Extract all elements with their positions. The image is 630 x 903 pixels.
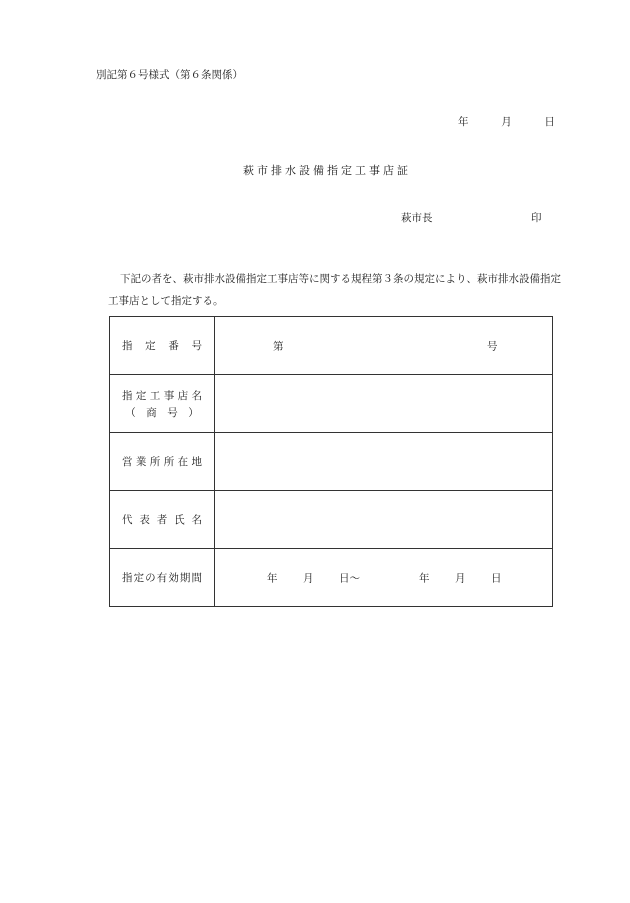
value-validity-period[interactable] <box>215 549 553 607</box>
label-office-address: 営業所所在地 <box>110 433 215 491</box>
table-row <box>110 549 553 607</box>
issuer-name: 萩市長 <box>401 212 433 224</box>
table-row <box>110 375 553 433</box>
value-representative[interactable] <box>215 491 553 549</box>
table-row <box>110 317 553 375</box>
issue-date <box>458 114 555 129</box>
date-year: 年 <box>458 116 469 128</box>
label-trade-name: （ 商 号 ） <box>125 406 199 419</box>
label-representative: 代 表 者 氏 名 <box>110 491 215 549</box>
document-title: 萩市排水設備指定工事店証 <box>243 164 411 177</box>
value-designation-number[interactable] <box>215 317 553 375</box>
value-shop-name[interactable] <box>215 375 553 433</box>
form-number: 別記第６号様式（第６条関係） <box>96 69 243 81</box>
certificate-table <box>109 316 553 607</box>
date-day: 日 <box>544 116 555 128</box>
number-suffix: 号 <box>487 340 498 352</box>
date-month: 月 <box>501 116 512 128</box>
body-text: 下記の者を、萩市排水設備指定工事店等に関する規程第３条の規定により、萩市排水設備指定工事店として指定する。 <box>108 273 561 307</box>
value-office-address[interactable] <box>215 433 553 491</box>
period-month-start: 月 <box>303 572 314 584</box>
label-shop-name: 指定工事店名 （ 商 号 ） <box>110 375 215 433</box>
period-day-end: 日 <box>491 572 502 584</box>
seal-mark: 印 <box>531 212 542 224</box>
table-row <box>110 491 553 549</box>
label-designation-number: 指 定 番 号 <box>110 317 215 375</box>
period-day-start: 日〜 <box>339 572 360 584</box>
period-year-start: 年 <box>267 572 278 584</box>
label-validity-period: 指定の有効期間 <box>110 549 215 607</box>
table-row <box>110 433 553 491</box>
number-prefix: 第 <box>273 340 284 352</box>
period-month-end: 月 <box>455 572 466 584</box>
period-year-end: 年 <box>419 572 430 584</box>
